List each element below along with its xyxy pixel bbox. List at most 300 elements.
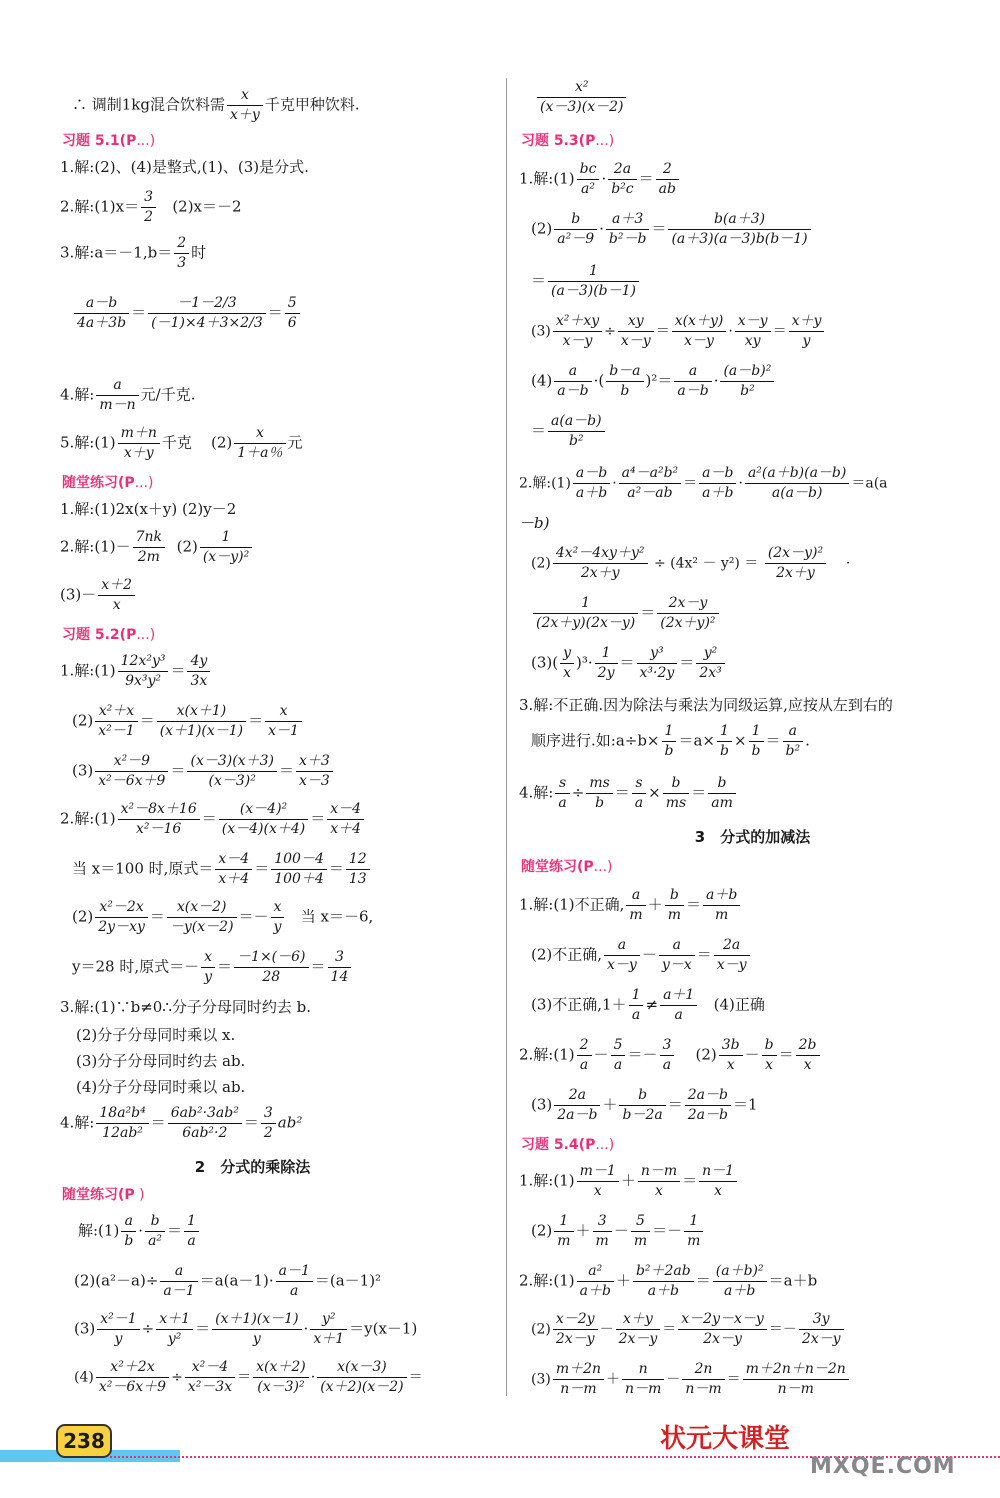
denominator: x＋1 [313,1331,345,1347]
solution-line: 4.解: $\frac{\text{18a²b⁴}}{\text{12ab²}}$ ＝ $\frac{\text{6ab²·3ab²}}{\text{6ab²·2}}$ ＝ $\frac{3}{2}$ ab² [60,1105,303,1141]
numerator: (a＋b)² [713,1262,767,1282]
denominator: a＋b [647,1283,679,1299]
denominator: b [620,383,630,399]
fraction [98,576,135,615]
numerator: x(x＋2) [253,1358,309,1378]
numerator: x－4 [215,850,252,870]
denominator: y [802,333,811,349]
numerator: (a－b)² [720,362,774,382]
denominator: a² [148,1233,163,1249]
numerator: n－m [638,1162,680,1182]
fraction [554,1086,600,1125]
fraction [167,898,237,937]
numerator: 1 [717,722,732,742]
denominator: b² [569,433,584,449]
denominator: 6 [287,315,297,331]
numerator: x²－4 [185,1358,235,1378]
fraction [317,1358,406,1397]
denominator: x＋y [230,107,260,123]
denominator: a [290,1283,299,1299]
fraction [606,210,650,249]
numerator: 2 [656,160,679,180]
numerator: 3 [660,1036,675,1056]
fraction [96,1104,148,1143]
fraction [95,702,137,741]
numerator: 2n [682,1360,724,1380]
denominator: x³·2y [639,665,675,681]
solution-line: (2)不正确, $\frac{a}{x-y}$ － $\frac{a}{y-x}$ ＝ $\frac{2a}{x-y}$ [531,936,1000,975]
solution-line: 1.解:(1)2x(x＋y) (2)y－2 [60,500,237,518]
denominator: a＋b [575,485,608,501]
numerator: 2x－y [657,594,718,614]
numerator: 3y [799,1310,844,1330]
denominator: a－1 [163,1283,195,1299]
section-heading: 习题 5.3(P...) [521,133,615,149]
numerator: b [762,1036,777,1056]
denominator: x [563,665,572,681]
fraction [160,1262,197,1301]
denominator: 28 [262,969,281,985]
denominator: a＋b [724,1283,756,1299]
section-heading: 随堂练习(P...) [62,475,154,491]
fraction [735,312,771,351]
numerator: a [783,722,804,742]
numerator: 18a²b⁴ [96,1104,148,1124]
numerator: x＋1 [156,1310,193,1330]
solution-line: (3)－ $\frac{x+2}{x}$ [60,576,505,615]
numerator: y³ [637,644,678,664]
fraction [632,774,646,813]
numerator: (x－3)(x＋3) [187,752,276,772]
numerator: n－1 [699,1162,737,1182]
denominator: m－n [99,397,136,413]
solution-line: (4) $\frac{\text{x²＋2x}}{\text{x²－6x＋9}}$ ÷ $\frac{\text{x²－4}}{\text{x²－3x}}$ ＝ $\frac{x(x+2)}{\text{(x－3)²}}$ · $\frac{x(x-3)}{(x+2)(x-2)}$ ＝ [74,1359,423,1395]
numerator: a－1 [276,1262,313,1282]
numerator: x－2y－x－y [678,1310,767,1330]
fraction [660,1036,675,1075]
numerator: b－a [606,362,643,382]
numerator: x＋2 [98,576,135,596]
formula-line: ＝ $\frac{1}{(a-3)(b-1)}$ [531,262,1000,301]
fraction [656,160,679,199]
denominator: m [687,1233,701,1249]
numerator: m＋2n [553,1360,604,1380]
fraction [219,800,308,839]
fraction [328,948,352,987]
fraction [638,1162,680,1201]
fraction [626,886,645,925]
denominator: a－b [557,383,589,399]
numerator: 2a [608,160,636,180]
solution-line: 5.解:(1) $\frac{m+n}{x+y}$ 千克 (2) $\frac{x}{1+a\%}$ 元 [60,425,303,461]
denominator: m [633,1233,648,1249]
numerator: b [619,1086,665,1106]
denominator: b [595,795,605,811]
denominator: 1＋a％ [237,445,283,461]
fraction [743,1360,849,1399]
numerator: x＋y [616,1310,661,1330]
fraction [745,464,849,503]
numerator: a＋b [703,886,740,906]
fraction [271,850,327,889]
fraction [606,362,643,401]
numerator: 7nk [133,528,165,548]
denominator: (x＋2)(x－2) [320,1379,404,1395]
solution-line: 2.解:(1)x＝ $\frac{3}{2}$ (2)x＝－2 [60,189,242,225]
denominator: x－y [684,333,714,349]
fraction [616,1310,661,1349]
denominator: 9x³y² [125,673,162,689]
solution-line: 4.解: $\frac{s}{a}$ ÷ $\frac{ms}{b}$ ＝ $\frac{s}{a}$ × $\frac{b}{ms}$ ＝ $\frac{b}{am}$ [519,774,1000,813]
numerator: 1 [548,262,639,282]
denominator: a [634,795,644,811]
numerator: 3b [719,1036,743,1056]
fraction [611,1036,626,1075]
denominator: (2x＋y)(2x－y) [536,615,636,631]
numerator: a－b [573,464,610,484]
denominator: 2 [263,1125,273,1141]
fraction [553,1310,598,1349]
fraction [184,1212,199,1251]
solution-line: (3)不正确,1＋ $\frac{1}{a}$ ≠ $\frac{a+1}{a}$ (4)正确 [531,987,765,1023]
fraction [553,1360,604,1399]
numerator: b [665,886,684,906]
denominator: ab [658,181,676,197]
fraction [633,1262,694,1301]
fraction [310,1310,347,1349]
fraction [212,1310,301,1349]
fraction [145,1212,165,1251]
solution-line: (3) $\frac{m+2n}{n-m}$ ＋ $\frac{n}{n-m}$ － $\frac{2n}{n-m}$ ＝ $\frac{m+2n+n-2n}{n-m}$ [531,1360,1000,1399]
numerator: 3 [328,948,352,968]
numerator: a⁴－a²b² [619,464,682,484]
numerator: －1－2/3 [148,294,266,314]
denominator: x－y [607,957,637,973]
denominator: b²－b [608,231,647,247]
numerator: (x－4)² [219,800,308,820]
fraction [97,1310,139,1349]
fraction [554,362,591,401]
numerator: a [121,1212,136,1232]
fraction [703,886,740,925]
numerator: 6ab²·3ab² [168,1104,242,1124]
fraction [296,752,333,791]
denominator: (－1)×4＋3×2/3 [151,315,263,331]
page-number: 238 [56,1424,112,1458]
solution-line: 1.解:(1) $\frac{bc}{\text{a²}}$ · $\frac{2a}{\text{b²c}}$ ＝ $\frac{2}{ab}$ [519,160,1000,199]
solution-line: (3) $\frac{\text{x²＋xy}}{x-y}$ ÷ $\frac{xy}{x-y}$ ＝ $\frac{x(x+y)}{x-y}$ · $\frac{x-y}{xy}$ ＝ $\frac{x+y}{y}$ [531,312,1000,351]
denominator: x＋4 [218,871,250,887]
solution-line [72,86,505,125]
fraction [577,1262,614,1301]
numerator: b [554,210,597,230]
numerator: 5 [631,1212,650,1232]
solution-line: (4) $\frac{a}{a-b}$ ·( $\frac{b-a}{b}$ )²＝ $\frac{a}{a-b}$ · $\frac{\text{(a－b)²}}{\text{b²}}$ [531,362,1000,401]
numerator: 1 [554,1212,573,1232]
numerator: x [234,424,285,444]
numerator: 1 [684,1212,703,1232]
solution-line: (2) $\frac{\text{x²－2x}}{2y-xy}$ ＝ $\frac{x(x-2)}{-y(x-2)}$ ＝－ $\frac{x}{y}$ 当 x＝－6, [72,899,374,935]
denominator: y [114,1331,123,1347]
fraction [133,528,165,567]
denominator: x [593,1183,602,1199]
numerator: b²＋2ab [633,1262,694,1282]
denominator: b² [740,383,755,399]
denominator: 2m [137,549,160,565]
solution-line: (3) $\frac{\text{x²－9}}{\text{x²－6x＋9}}$ ＝ $\frac{(x-3)(x+3)}{\text{(x－3)²}}$ ＝ $\frac{x+3}{x-3}$ [72,752,505,791]
numerator: 12 [346,850,370,870]
fraction [346,850,370,889]
denominator: n－m [777,1381,814,1397]
solution-line: (3)分子分母同时约去 ab. [76,1052,246,1070]
numerator: 5 [285,294,300,314]
text: 千克甲种饮料. [264,95,360,114]
column-divider [506,78,507,1396]
numerator: y² [696,644,724,664]
fraction [595,644,618,683]
numerator: x²＋x [95,702,137,722]
denominator: 2a－b [557,1107,598,1123]
numerator: b [145,1212,165,1232]
numerator: a－b [74,294,129,314]
denominator: a [558,795,567,811]
fraction [660,986,697,1025]
denominator: y [252,1331,261,1347]
numerator: m－1 [577,1162,619,1182]
denominator: x＋y [123,445,154,461]
fraction [560,644,574,683]
denominator: 4a＋3b [77,315,127,331]
numerator: (x＋1)(x－1) [212,1310,301,1330]
denominator: x [112,597,121,613]
numerator: a² [577,1262,614,1282]
denominator: a＋b [579,1283,611,1299]
section-heading: 习题 5.2(P...) [62,627,156,643]
formula-line: $\frac{a-b}{4a+3b}$ ＝ $\frac{-1-2/3}{(-1)\times 4+3\times 2/3}$ ＝ $\frac{5}{6}$ [72,294,505,333]
fraction [121,1212,136,1251]
numerator: (2x－y)² [765,544,826,564]
numerator: 2a [714,936,750,956]
fraction [749,722,764,761]
numerator: a [674,362,711,382]
solution-line: (2) $\frac{\text{4x²－4xy＋y²}}{2x+y}$ ÷ (4x² － y²) ＝ $\frac{\text{(2x－y)²}}{2x+y}$ · [531,545,851,581]
fraction [699,1162,737,1201]
numerator: x(x－3) [317,1358,406,1378]
fraction [783,722,804,761]
fraction [554,210,597,249]
solution-line: 4.解: $\frac{a}{m-n}$ 元/千克. [60,377,196,413]
fraction [96,1358,169,1397]
fraction [577,1162,619,1201]
fraction [148,294,266,333]
fraction [593,1212,612,1251]
fraction [234,424,285,463]
denominator: y－x [661,957,692,973]
section-heading: 习题 5.1(P...) [62,133,156,149]
denominator: x－y [562,333,593,349]
denominator: x [726,1057,735,1073]
numerator: x＋3 [296,752,333,772]
denominator: a [631,1007,641,1023]
chapter-title: 2 分式的乘除法 [194,1158,311,1176]
numerator: －1×(－6) [234,948,308,968]
fraction [699,464,736,503]
formula-line: ＝ $\frac{a(a-b)}{\text{b²}}$ [531,412,1000,451]
numerator: 3 [593,1212,612,1232]
solution-line: (2) $\frac{1}{m}$ ＋ $\frac{3}{m}$ － $\frac{5}{m}$ ＝－ $\frac{1}{m}$ [531,1212,1000,1251]
numerator: n [622,1360,664,1380]
fraction [548,262,639,301]
numerator: 4x²－4xy＋y² [553,544,648,564]
numerator: m＋2n＋n－2n [743,1360,849,1380]
fraction [665,886,684,925]
denominator: m [629,907,643,923]
denominator: y² [167,1331,182,1347]
fraction [253,1358,309,1397]
denominator: x²－16 [136,821,182,837]
fraction [285,294,300,333]
fraction [227,86,263,125]
numerator: a－b [699,464,736,484]
solution-line: (2) $\frac{x-2y}{2x-y}$ － $\frac{x+y}{2x-y}$ ＝ $\frac{x-2y-x-y}{2x-y}$ ＝－ $\frac{3y}{2x-y}$ [531,1310,1000,1349]
denominator: 12ab² [102,1125,143,1141]
denominator: 6ab²·2 [182,1125,228,1141]
numerator: x＋y [789,312,825,332]
denominator: 2x－y [801,1331,841,1347]
solution-line: 2.解:(1) $\frac{2}{a}$ － $\frac{5}{a}$ ＝－ $\frac{3}{a}$ (2) $\frac{3b}{x}$ － $\frac{b}{x}$ ＝ $\frac{2b}{x}$ [519,1036,1000,1075]
formula-line: $\frac{1}{(2x+y)(2x-y)}$ ＝ $\frac{2x-y}{\text{(2x＋y)²}}$ [531,594,1000,633]
fraction [796,1036,820,1075]
denominator: x－y [716,957,747,973]
fraction [637,644,678,683]
fraction [185,1358,235,1397]
numerator: 1 [533,594,638,614]
solution-line: (2) $\frac{\text{x²＋x}}{\text{x²－1}}$ ＝ $\frac{x(x+1)}{(x+1)(x-1)}$ ＝ $\frac{x}{x-1}$ [72,702,505,741]
denominator: 2 [144,209,153,225]
section-heading: 随堂练习(P ) [62,1187,145,1203]
numerator: ms [586,774,612,794]
formula-line [535,78,1000,117]
denominator: b [124,1233,134,1249]
numerator: x [227,86,263,106]
solution-line: 1.解:(1)不正确, $\frac{a}{m}$ ＋ $\frac{b}{m}$ ＝ $\frac{a+b}{m}$ [519,886,1000,925]
numerator: x²－8x＋16 [118,800,200,820]
fraction [276,1262,313,1301]
solution-line: (3) $\frac{\text{x²－1}}{y}$ ÷ $\frac{x+1}{\text{y²}}$ ＝ $\frac{(x+1)(x-1)}{y}$ · $\frac{\text{y²}}{x+1}$ ＝y(x－1) [74,1311,418,1347]
fraction [714,936,750,975]
numerator: x² [537,78,626,98]
denominator: (x－4)(x＋4) [221,821,306,837]
numerator: a²(a＋b)(a－b) [745,464,849,484]
denominator: 2x－y [703,1331,742,1347]
numerator: 2 [577,1036,592,1056]
numerator: 1 [184,1212,199,1232]
denominator: a² [581,181,596,197]
fraction [657,594,718,633]
fraction [717,722,732,761]
solution-line: 2.解:(1) $\frac{\text{x²－8x＋16}}{\text{x²－16}}$ ＝ $\frac{\text{(x－4)²}}{(x-4)(x+4)}$ ＝ $\frac{x-4}{x+4}$ [60,800,505,839]
denominator: (2x＋y)² [660,615,716,631]
solution-line: (2)分子分母同时乘以 x. [76,1026,236,1044]
numerator: x(x－2) [167,898,237,918]
solution-line: 2.解:(1) $\frac{a-b}{a+b}$ · $\frac{\text{a⁴－a²b²}}{\text{a²－ab}}$ ＝ $\frac{a-b}{a+b}$ · $\frac{\text{a²(a＋b)(a－b)}}{a(a-b)}$ ＝a(a [519,465,888,501]
numerator: x(x＋1) [157,702,246,722]
numerator: x－2y [553,1310,598,1330]
denominator: 3x [190,673,208,689]
fraction [762,1036,777,1075]
numerator: 12x²y³ [118,652,169,672]
fraction [586,774,612,813]
denominator: (x－3)² [257,1379,305,1395]
numerator: 1 [595,644,618,664]
fraction [765,544,826,583]
denominator: a＋b [702,485,734,501]
denominator: 2y－xy [98,919,145,935]
denominator: y [204,969,213,985]
denominator: x－1 [268,723,299,739]
denominator: (x－3)(x－2) [540,99,624,115]
numerator: 2b [796,1036,820,1056]
numerator: a＋1 [660,986,697,1006]
fraction [554,1212,573,1251]
fraction [577,160,600,199]
fraction [684,1212,703,1251]
denominator: am [711,795,733,811]
fraction [682,1360,724,1399]
denominator: m [595,1233,609,1249]
denominator: x²－6x＋9 [98,773,166,789]
numerator: 5 [611,1036,626,1056]
numerator: 3 [141,188,156,208]
solution-line: (2)(a²－a)÷ $\frac{a}{a-1}$ ＝a(a－1)· $\frac{a-1}{a}$ ＝(a－1)² [74,1263,382,1299]
page-footer [0,1410,1000,1498]
denominator: (x－y)² [202,549,250,565]
denominator: n－m [685,1381,722,1397]
denominator: a²－ab [627,485,673,501]
numerator: 1 [200,528,252,548]
numerator: x²＋2x [96,1358,169,1378]
fraction [678,1310,767,1349]
denominator: b²c [611,181,634,197]
fraction [157,702,246,741]
numerator: x²－9 [95,752,168,772]
chapter-title: 3 分式的加减法 [694,828,811,846]
denominator: a [674,1007,683,1023]
fraction [799,1310,844,1349]
fraction [74,294,129,333]
denominator: b [664,743,674,759]
denominator: a [187,1233,196,1249]
numerator: s [632,774,646,794]
denominator: 3 [177,255,187,271]
denominator: b [751,743,761,759]
fraction [174,234,189,273]
denominator: －y(x－2) [169,919,234,935]
fraction [672,312,727,351]
fraction [118,652,169,691]
denominator: 2x＋y [580,565,620,581]
denominator: 2x－y [618,1331,658,1347]
fraction [713,1262,767,1301]
numerator: a [659,936,695,956]
denominator: x [765,1057,774,1073]
solution-line: 2.解:(1)－ $\frac{7nk}{2m}$ (2) $\frac{1}{\text{(x－y)²}}$ [60,528,505,567]
denominator: 2x＋y [776,565,815,581]
fraction [553,312,602,351]
solution-line: 1.解:(1) $\frac{m-1}{x}$ ＋ $\frac{n-m}{x}$ ＝ $\frac{n-1}{x}$ [519,1162,1000,1201]
numerator: 1 [749,722,764,742]
fraction [96,376,138,415]
